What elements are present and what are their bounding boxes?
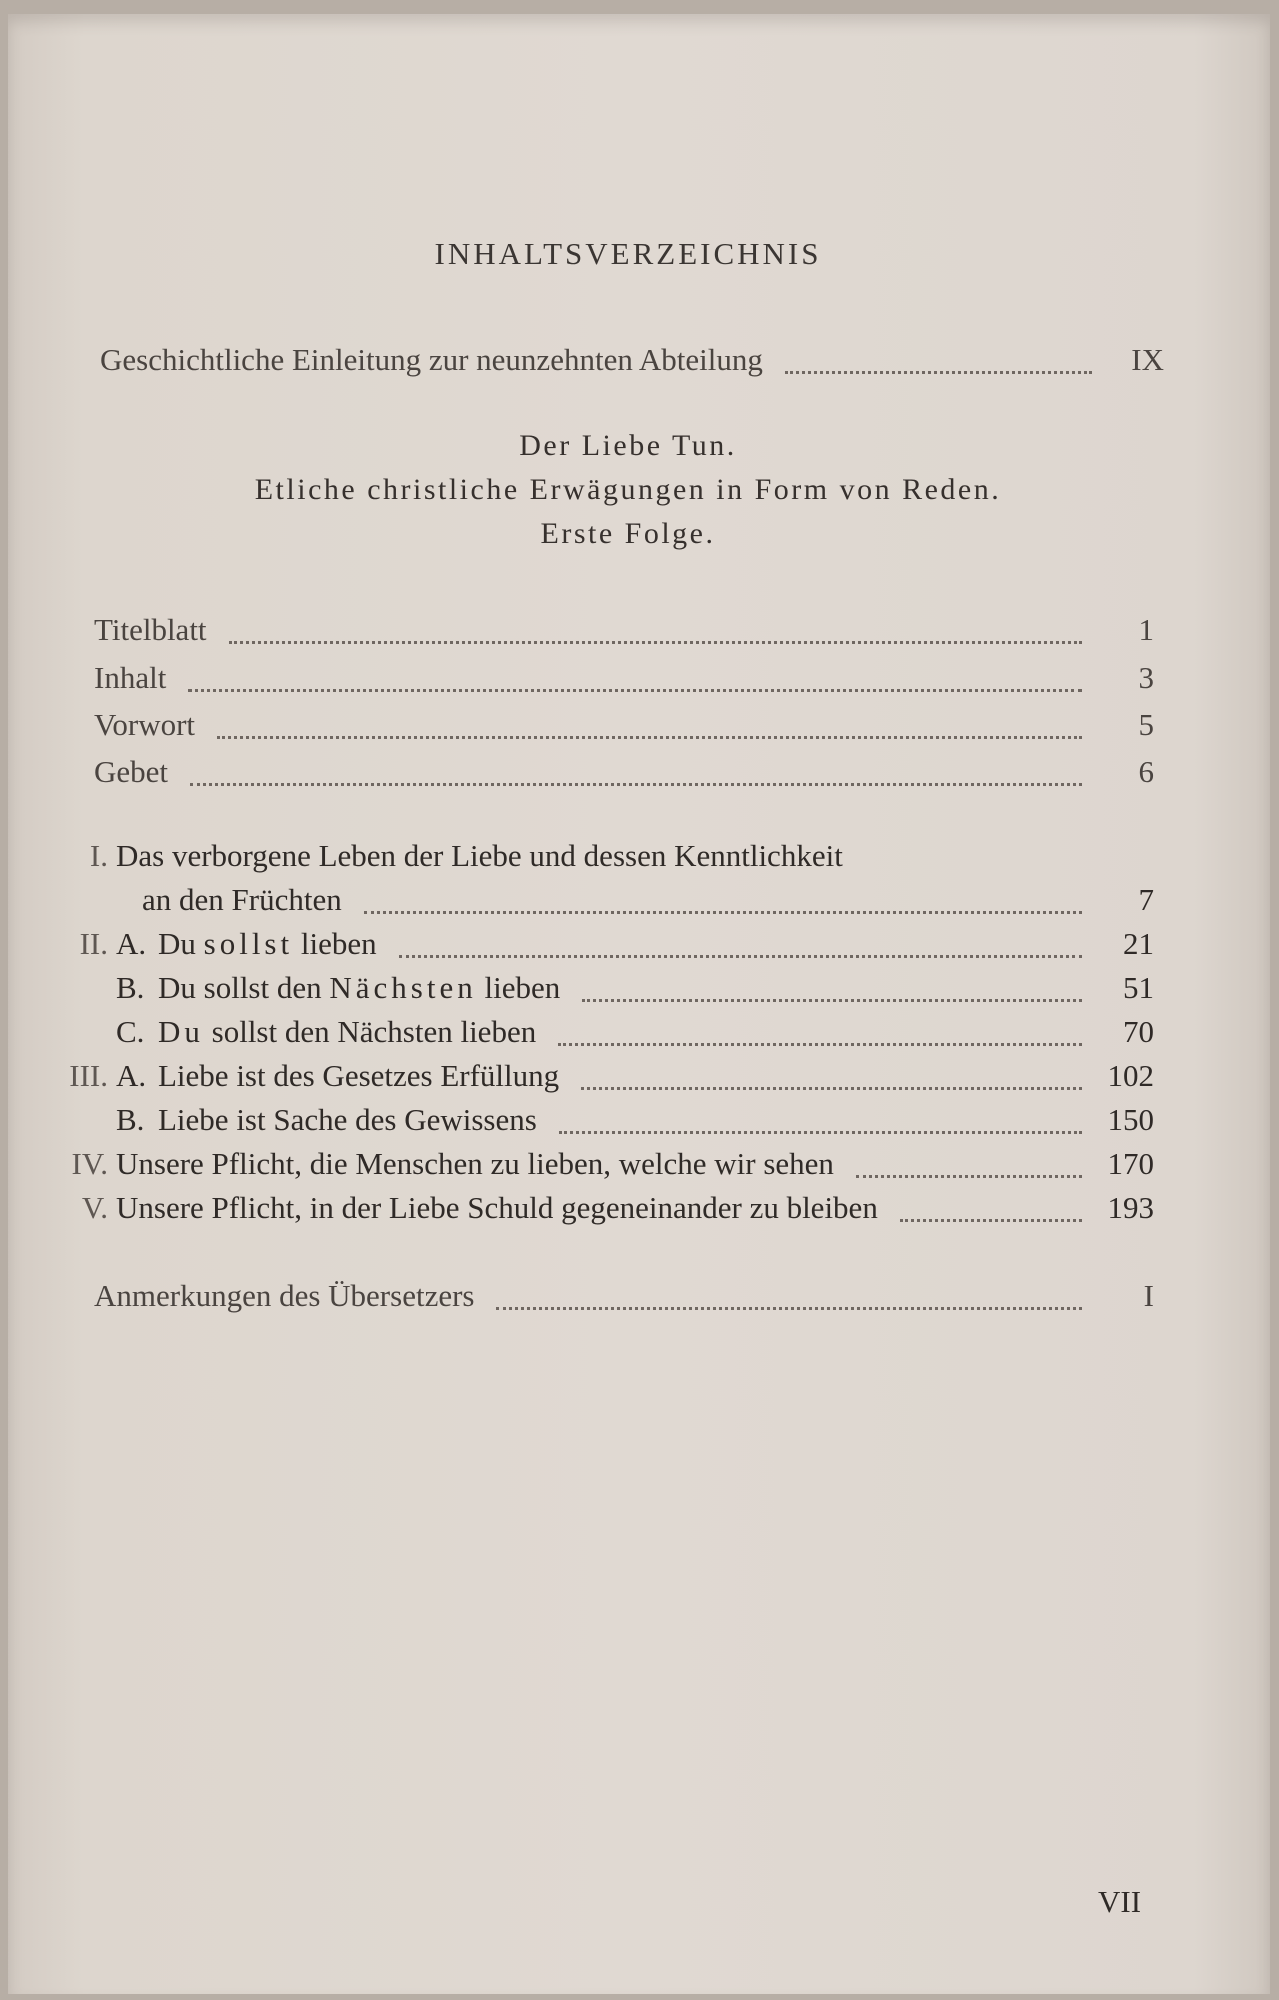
toc-chapter-2c: [116, 1012, 1154, 1052]
label-emphasis: Nächsten: [329, 970, 477, 1005]
toc-entry-label: Liebe ist Sache des Gewissens: [158, 1102, 537, 1137]
toc-entry-gebet: [94, 752, 1154, 792]
toc-entry-titelblatt: [94, 610, 1154, 650]
toc-entry-page: 5: [1138, 707, 1154, 742]
toc-entry-page: 193: [1107, 1190, 1154, 1225]
dot-leader: [399, 955, 1082, 958]
toc-entry-page: 70: [1123, 1014, 1154, 1049]
toc-entry-label: Vorwort: [94, 707, 196, 742]
page-number: VII: [1098, 1884, 1142, 1919]
dot-leader: [900, 1219, 1082, 1222]
dot-leader: [496, 1307, 1082, 1310]
dot-leader: [785, 371, 1092, 374]
toc-chapter-2a: [56, 924, 1154, 964]
toc-entry-page: 102: [1107, 1058, 1154, 1093]
toc-entry-label: Titelblatt: [94, 612, 207, 647]
toc-entry-vorwort: [94, 705, 1154, 745]
section-letter: B.: [116, 1102, 145, 1137]
label-text: sollst den Nächsten lieben: [203, 1014, 537, 1049]
dot-leader: [188, 689, 1082, 692]
chapter-number: V.: [81, 1190, 108, 1225]
dot-leader: [364, 911, 1082, 914]
toc-entry-page: 3: [1138, 660, 1154, 695]
toc-entry-notes: [94, 1276, 1154, 1316]
label-text: lieben: [476, 970, 561, 1005]
toc-entry-page: 1: [1138, 612, 1154, 647]
section-letter: A.: [116, 926, 147, 961]
dot-leader: [558, 1043, 1082, 1046]
dot-leader: [581, 1087, 1082, 1090]
toc-chapter-3b: [116, 1100, 1154, 1140]
toc-chapter-5: [56, 1188, 1154, 1228]
toc-chapter-2b: [116, 968, 1154, 1008]
section-letter: A.: [116, 1058, 147, 1093]
chapter-number: IV.: [71, 1146, 108, 1181]
toc-entry-label: [158, 924, 377, 964]
label-text: Du sollst den: [158, 970, 330, 1005]
toc-entry-label: Das verborgene Leben der Liebe und dessen Kenntlichkeit: [116, 838, 843, 873]
dot-leader: [856, 1175, 1082, 1178]
toc-entry-label: Anmerkungen des Übersetzers: [94, 1278, 475, 1313]
chapter-number: I.: [89, 838, 108, 873]
toc-entry-page: 170: [1107, 1146, 1154, 1181]
toc-chapter-3a: [56, 1056, 1154, 1096]
toc-entry-label: [158, 1012, 536, 1052]
dot-leader: [217, 736, 1082, 739]
toc-entry-page: 51: [1123, 970, 1154, 1005]
label-text: Du: [158, 926, 204, 961]
toc-entry-label: Unsere Pflicht, in der Liebe Schuld gegeneinander zu bleiben: [116, 1190, 878, 1225]
work-title: [8, 424, 1248, 556]
page-heading: INHALTSVERZEICHNIS: [434, 236, 822, 271]
dot-leader: [229, 641, 1082, 644]
work-subtitle-line: Erste Folge.: [540, 517, 716, 550]
work-title-line: Der Liebe Tun.: [519, 429, 737, 462]
work-subtitle-line: Etliche christliche Erwägungen in Form von Reden.: [254, 473, 1002, 506]
label-text: lieben: [293, 926, 377, 961]
toc-entry-label: Liebe ist des Gesetzes Erfüllung: [158, 1058, 560, 1093]
toc-entry-page: 21: [1123, 926, 1154, 961]
toc-entry-intro: [100, 340, 1164, 380]
toc-entry-label: Gebet: [94, 754, 169, 789]
toc-entry-page: 6: [1138, 754, 1154, 789]
toc-entry-label: [158, 968, 560, 1008]
toc-entry-label: Unsere Pflicht, die Menschen zu lieben, welche wir sehen: [116, 1146, 834, 1181]
toc-entry-page: 7: [1138, 882, 1154, 917]
toc-entry-page: IX: [1131, 342, 1164, 377]
dot-leader: [582, 999, 1082, 1002]
dot-leader: [559, 1131, 1082, 1134]
toc-entry-label: an den Früchten: [142, 882, 342, 917]
book-page: [8, 14, 1270, 1994]
toc-entry-inhalt: [94, 658, 1154, 698]
toc-entry-label: Inhalt: [94, 660, 167, 695]
label-emphasis: sollst: [203, 926, 294, 961]
section-letter: B.: [116, 970, 145, 1005]
dot-leader: [190, 783, 1082, 786]
toc-chapter-1-line2: [142, 880, 1154, 920]
toc-entry-page: I: [1143, 1278, 1154, 1313]
label-emphasis: Du: [158, 1014, 204, 1049]
chapter-number: II.: [79, 926, 108, 961]
chapter-number: III.: [69, 1058, 108, 1093]
toc-entry-label: Geschichtliche Einleitung zur neunzehnten Abteilung: [100, 342, 763, 377]
toc-entry-page: 150: [1107, 1102, 1154, 1137]
section-letter: C.: [116, 1014, 145, 1049]
toc-chapter-1-line1: [56, 836, 1156, 876]
toc-chapter-4: [56, 1144, 1154, 1184]
